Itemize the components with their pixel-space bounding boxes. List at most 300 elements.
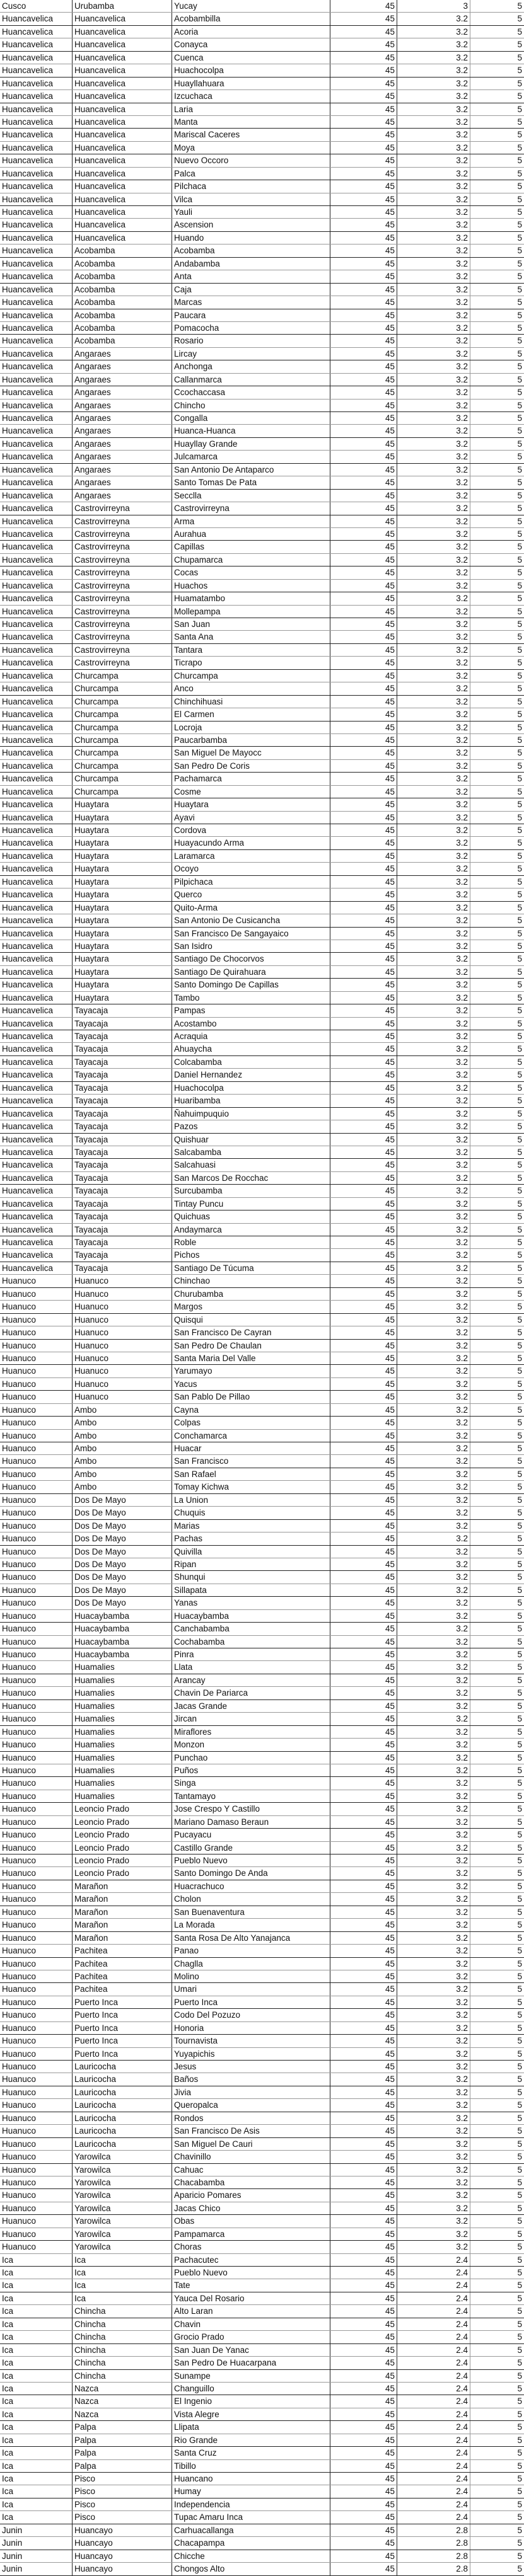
department-cell[interactable]: Huancavelica (0, 812, 73, 824)
value-c-cell[interactable]: 5 (517, 1868, 522, 1878)
value-c-cell[interactable]: 5 (517, 181, 522, 192)
department-cell[interactable]: Huancavelica (0, 1236, 73, 1248)
department-cell[interactable]: Huancavelica (0, 142, 73, 154)
department-cell[interactable]: Huanuco (0, 2061, 73, 2073)
value-b-cell[interactable]: 3.2 (397, 1661, 470, 1673)
department-cell[interactable]: Huancavelica (0, 52, 73, 64)
department-cell[interactable]: Huanuco (0, 1623, 73, 1635)
value-a-cell[interactable]: 45 (330, 64, 397, 76)
value-c-cell[interactable]: 5 (517, 2474, 522, 2483)
value-a-cell[interactable]: 45 (330, 2022, 397, 2034)
value-c-cell[interactable]: 5 (517, 1032, 522, 1041)
department-cell[interactable]: Huancavelica (0, 1146, 73, 1158)
district-cell[interactable]: Chuquis (172, 1507, 330, 1519)
province-cell[interactable]: Huaytara (73, 798, 172, 810)
value-a-cell[interactable]: 45 (330, 2537, 397, 2549)
department-cell[interactable]: Huancavelica (0, 322, 73, 334)
province-cell[interactable]: Huanuco (73, 1314, 172, 1326)
value-b-cell[interactable]: 3.2 (397, 1623, 470, 1635)
province-cell[interactable]: Dos De Mayo (73, 1584, 172, 1596)
district-cell[interactable]: Cayna (172, 1404, 330, 1416)
department-cell[interactable]: Huancavelica (0, 914, 73, 926)
value-a-cell[interactable]: 45 (330, 284, 397, 296)
value-c-cell[interactable]: 5 (517, 52, 522, 62)
value-b-cell[interactable]: 3.2 (397, 219, 470, 231)
value-b-cell[interactable]: 3.2 (397, 953, 470, 965)
province-cell[interactable]: Dos De Mayo (73, 1507, 172, 1519)
value-b-cell[interactable]: 3.2 (397, 631, 470, 643)
value-b-cell[interactable]: 3.2 (397, 348, 470, 360)
department-cell[interactable]: Huanuco (0, 1816, 73, 1828)
district-cell[interactable]: Quito-Arma (172, 902, 330, 914)
province-cell[interactable]: Puerto Inca (73, 2035, 172, 2047)
department-cell[interactable]: Huancavelica (0, 606, 73, 618)
value-c-cell[interactable]: 5 (517, 1, 522, 11)
value-b-cell[interactable]: 2.4 (397, 2511, 470, 2523)
value-a-cell[interactable]: 45 (330, 1803, 397, 1815)
district-cell[interactable]: San Pablo De Pillao (172, 1391, 330, 1403)
value-a-cell[interactable]: 45 (330, 1455, 397, 1467)
value-a-cell[interactable]: 45 (330, 1236, 397, 1248)
province-cell[interactable]: Huaytara (73, 979, 172, 991)
district-cell[interactable]: Anco (172, 682, 330, 694)
value-a-cell[interactable]: 45 (330, 670, 397, 682)
value-c-cell[interactable]: 5 (517, 916, 522, 926)
value-b-cell[interactable]: 3.2 (397, 979, 470, 991)
province-cell[interactable]: Marañon (73, 1880, 172, 1892)
value-b-cell[interactable]: 3.2 (397, 541, 470, 553)
value-b-cell[interactable]: 3.2 (397, 64, 470, 76)
value-b-cell[interactable]: 3.2 (397, 1532, 470, 1544)
province-cell[interactable]: Angaraes (73, 400, 172, 411)
district-cell[interactable]: Congalla (172, 412, 330, 424)
district-cell[interactable]: Chinchao (172, 1275, 330, 1287)
value-b-cell[interactable]: 3.2 (397, 1983, 470, 1995)
value-c-cell[interactable]: 5 (517, 825, 522, 835)
district-cell[interactable]: San Francisco De Cayran (172, 1326, 330, 1338)
value-c-cell[interactable]: 5 (517, 1482, 522, 1492)
province-cell[interactable]: Castrovirreyna (73, 541, 172, 553)
value-b-cell[interactable]: 3.2 (397, 464, 470, 476)
value-c-cell[interactable]: 5 (517, 2371, 522, 2381)
value-a-cell[interactable]: 45 (330, 1134, 397, 1146)
value-a-cell[interactable]: 45 (330, 2125, 397, 2137)
value-a-cell[interactable]: 45 (330, 90, 397, 102)
district-cell[interactable]: San Antonio De Antaparco (172, 464, 330, 476)
value-b-cell[interactable]: 3.2 (397, 1764, 470, 1776)
district-cell[interactable]: Ñahuimpuquio (172, 1108, 330, 1120)
value-a-cell[interactable]: 45 (330, 116, 397, 128)
value-c-cell[interactable]: 5 (517, 1212, 522, 1222)
value-c-cell[interactable]: 5 (517, 258, 522, 268)
district-cell[interactable]: Rondos (172, 2112, 330, 2124)
value-a-cell[interactable]: 45 (330, 1674, 397, 1686)
province-cell[interactable]: Huaytara (73, 812, 172, 824)
district-cell[interactable]: Quivilla (172, 1546, 330, 1558)
value-c-cell[interactable]: 5 (517, 1534, 522, 1544)
department-cell[interactable]: Huancavelica (0, 1043, 73, 1055)
province-cell[interactable]: Yarowilca (73, 2164, 172, 2176)
province-cell[interactable]: Castrovirreyna (73, 554, 172, 566)
district-cell[interactable]: Jircan (172, 1713, 330, 1725)
department-cell[interactable]: Huancavelica (0, 1056, 73, 1068)
value-a-cell[interactable]: 45 (330, 1417, 397, 1429)
value-c-cell[interactable]: 5 (517, 594, 522, 604)
district-cell[interactable]: Pampas (172, 1004, 330, 1016)
province-cell[interactable]: Acobamba (73, 284, 172, 296)
value-b-cell[interactable]: 3.2 (397, 1378, 470, 1390)
department-cell[interactable]: Huanuco (0, 1958, 73, 1970)
value-c-cell[interactable]: 5 (517, 323, 522, 333)
value-c-cell[interactable]: 5 (517, 14, 522, 24)
district-cell[interactable]: Chincho (172, 400, 330, 411)
value-b-cell[interactable]: 3.2 (397, 13, 470, 25)
value-c-cell[interactable]: 5 (517, 310, 522, 320)
department-cell[interactable]: Huancavelica (0, 979, 73, 991)
department-cell[interactable]: Huancavelica (0, 992, 73, 1004)
department-cell[interactable]: Huancavelica (0, 902, 73, 914)
district-cell[interactable]: Tupac Amaru Inca (172, 2511, 330, 2523)
value-b-cell[interactable]: 3.2 (397, 335, 470, 347)
value-a-cell[interactable]: 45 (330, 1996, 397, 2008)
province-cell[interactable]: Castrovirreyna (73, 631, 172, 643)
province-cell[interactable]: Huancavelica (73, 168, 172, 180)
value-c-cell[interactable]: 5 (517, 362, 522, 372)
value-a-cell[interactable]: 45 (330, 1764, 397, 1776)
value-a-cell[interactable]: 45 (330, 400, 397, 411)
department-cell[interactable]: Huancavelica (0, 412, 73, 424)
value-c-cell[interactable]: 5 (517, 348, 522, 359)
value-a-cell[interactable]: 45 (330, 2370, 397, 2382)
province-cell[interactable]: Ica (73, 2279, 172, 2291)
value-a-cell[interactable]: 45 (330, 644, 397, 656)
department-cell[interactable]: Ica (0, 2318, 73, 2330)
value-b-cell[interactable]: 3.2 (397, 1494, 470, 1506)
province-cell[interactable]: Lauricocha (73, 2125, 172, 2137)
province-cell[interactable]: Yarowilca (73, 2241, 172, 2253)
province-cell[interactable]: Tayacaja (73, 1210, 172, 1222)
district-cell[interactable]: Nuevo Occoro (172, 154, 330, 166)
district-cell[interactable]: Queropalca (172, 2099, 330, 2111)
value-c-cell[interactable]: 5 (517, 233, 522, 243)
value-c-cell[interactable]: 5 (517, 1096, 522, 1106)
value-a-cell[interactable]: 45 (330, 580, 397, 592)
department-cell[interactable]: Huanuco (0, 1893, 73, 1905)
value-a-cell[interactable]: 45 (330, 1906, 397, 1918)
value-b-cell[interactable]: 3.2 (397, 1301, 470, 1313)
value-b-cell[interactable]: 3.2 (397, 812, 470, 824)
department-cell[interactable]: Huanuco (0, 2151, 73, 2163)
province-cell[interactable]: Tayacaja (73, 1120, 172, 1132)
value-c-cell[interactable]: 5 (517, 1907, 522, 1917)
value-c-cell[interactable]: 5 (517, 786, 522, 796)
value-a-cell[interactable]: 45 (330, 863, 397, 875)
value-c-cell[interactable]: 5 (517, 168, 522, 178)
department-cell[interactable]: Huancavelica (0, 1069, 73, 1081)
department-cell[interactable]: Huancavelica (0, 244, 73, 256)
value-c-cell[interactable]: 5 (517, 1263, 522, 1273)
district-cell[interactable]: Lircay (172, 348, 330, 360)
department-cell[interactable]: Huanuco (0, 1764, 73, 1776)
district-cell[interactable]: Aurahua (172, 528, 330, 540)
value-b-cell[interactable]: 3.2 (397, 1262, 470, 1274)
value-c-cell[interactable]: 5 (517, 812, 522, 822)
province-cell[interactable]: Huancavelica (73, 13, 172, 25)
value-a-cell[interactable]: 45 (330, 1494, 397, 1506)
province-cell[interactable]: Tayacaja (73, 1018, 172, 1030)
value-c-cell[interactable]: 5 (517, 774, 522, 784)
value-b-cell[interactable]: 3.2 (397, 1803, 470, 1815)
province-cell[interactable]: Huacaybamba (73, 1648, 172, 1660)
department-cell[interactable]: Huancavelica (0, 258, 73, 270)
value-b-cell[interactable]: 2.4 (397, 2292, 470, 2304)
value-b-cell[interactable]: 3.2 (397, 1352, 470, 1364)
value-b-cell[interactable]: 3.2 (397, 1687, 470, 1699)
value-c-cell[interactable]: 5 (517, 658, 522, 668)
value-a-cell[interactable]: 45 (330, 2473, 397, 2485)
value-a-cell[interactable]: 45 (330, 953, 397, 965)
province-cell[interactable]: Chincha (73, 2318, 172, 2330)
province-cell[interactable]: Leoncio Prado (73, 1854, 172, 1866)
province-cell[interactable]: Pisco (73, 2511, 172, 2523)
value-a-cell[interactable]: 45 (330, 747, 397, 759)
value-c-cell[interactable]: 5 (517, 992, 522, 1003)
district-cell[interactable]: Huayllay Grande (172, 438, 330, 450)
province-cell[interactable]: Dos De Mayo (73, 1597, 172, 1609)
value-c-cell[interactable]: 5 (517, 941, 522, 951)
province-cell[interactable]: Huamalies (73, 1752, 172, 1764)
province-cell[interactable]: Huancayo (73, 2537, 172, 2549)
district-cell[interactable]: Ticrapo (172, 657, 330, 669)
value-b-cell[interactable]: 3.2 (397, 232, 470, 244)
province-cell[interactable]: Huamalies (73, 1661, 172, 1673)
value-a-cell[interactable]: 45 (330, 38, 397, 50)
district-cell[interactable]: Acobambilla (172, 13, 330, 25)
value-a-cell[interactable]: 45 (330, 2408, 397, 2420)
value-b-cell[interactable]: 3.2 (397, 103, 470, 115)
province-cell[interactable]: Urubamba (73, 0, 172, 12)
district-cell[interactable]: Jacas Chico (172, 2202, 330, 2214)
value-b-cell[interactable]: 3.2 (397, 592, 470, 604)
value-c-cell[interactable]: 5 (517, 722, 522, 732)
value-b-cell[interactable]: 3.2 (397, 1481, 470, 1493)
department-cell[interactable]: Huanuco (0, 1326, 73, 1338)
department-cell[interactable]: Huanuco (0, 1648, 73, 1660)
value-b-cell[interactable]: 3.2 (397, 78, 470, 89)
value-b-cell[interactable]: 2.4 (397, 2473, 470, 2485)
district-cell[interactable]: Huamatambo (172, 592, 330, 604)
province-cell[interactable]: Marañon (73, 1919, 172, 1931)
value-b-cell[interactable]: 3.2 (397, 451, 470, 463)
value-a-cell[interactable]: 45 (330, 1404, 397, 1416)
district-cell[interactable]: San Juan (172, 618, 330, 630)
province-cell[interactable]: Huamalies (73, 1764, 172, 1776)
district-cell[interactable]: Acostambo (172, 1018, 330, 1030)
value-c-cell[interactable]: 5 (517, 1843, 522, 1853)
department-cell[interactable]: Huanuco (0, 1417, 73, 1429)
value-a-cell[interactable]: 45 (330, 2550, 397, 2562)
value-c-cell[interactable]: 5 (517, 1444, 522, 1453)
value-b-cell[interactable]: 3.2 (397, 682, 470, 694)
value-b-cell[interactable]: 3.2 (397, 1790, 470, 1802)
district-cell[interactable]: Caja (172, 284, 330, 296)
province-cell[interactable]: Yarowilca (73, 2151, 172, 2163)
district-cell[interactable]: Capillas (172, 541, 330, 553)
district-cell[interactable]: Tibillo (172, 2460, 330, 2472)
value-c-cell[interactable]: 5 (517, 1546, 522, 1556)
district-cell[interactable]: Cocas (172, 566, 330, 578)
value-b-cell[interactable]: 2.4 (397, 2357, 470, 2369)
province-cell[interactable]: Leoncio Prado (73, 1803, 172, 1815)
value-c-cell[interactable]: 5 (517, 684, 522, 694)
district-cell[interactable]: Chupamarca (172, 554, 330, 566)
value-a-cell[interactable]: 45 (330, 103, 397, 115)
value-a-cell[interactable]: 45 (330, 1224, 397, 1236)
province-cell[interactable]: Huancavelica (73, 116, 172, 128)
value-c-cell[interactable]: 5 (517, 1508, 522, 1518)
province-cell[interactable]: Huaytara (73, 850, 172, 862)
province-cell[interactable]: Huaytara (73, 902, 172, 914)
department-cell[interactable]: Huanuco (0, 1430, 73, 1442)
province-cell[interactable]: Acobamba (73, 244, 172, 256)
value-c-cell[interactable]: 5 (517, 284, 522, 294)
district-cell[interactable]: Huachos (172, 580, 330, 592)
department-cell[interactable]: Huanuco (0, 1983, 73, 1995)
value-c-cell[interactable]: 5 (517, 1302, 522, 1312)
value-a-cell[interactable]: 45 (330, 1958, 397, 1970)
province-cell[interactable]: Castrovirreyna (73, 618, 172, 630)
province-cell[interactable]: Nazca (73, 2383, 172, 2395)
district-cell[interactable]: Chavinillo (172, 2151, 330, 2163)
value-a-cell[interactable]: 45 (330, 1532, 397, 1544)
department-cell[interactable]: Junin (0, 2537, 73, 2549)
value-a-cell[interactable]: 45 (330, 2254, 397, 2266)
province-cell[interactable]: Ambo (73, 1442, 172, 1454)
value-b-cell[interactable]: 3.2 (397, 657, 470, 669)
department-cell[interactable]: Huancavelica (0, 374, 73, 386)
value-b-cell[interactable]: 3.2 (397, 1842, 470, 1854)
value-a-cell[interactable]: 45 (330, 592, 397, 604)
district-cell[interactable]: Salcahuasi (172, 1159, 330, 1171)
province-cell[interactable]: Tayacaja (73, 1108, 172, 1120)
value-a-cell[interactable]: 45 (330, 1584, 397, 1596)
district-cell[interactable]: Chongos Alto (172, 2563, 330, 2575)
district-cell[interactable]: Mariscal Caceres (172, 129, 330, 141)
value-b-cell[interactable]: 2.4 (397, 2408, 470, 2420)
value-c-cell[interactable]: 5 (517, 580, 522, 590)
value-a-cell[interactable]: 45 (330, 502, 397, 514)
value-c-cell[interactable]: 5 (517, 336, 522, 346)
district-cell[interactable]: Quisqui (172, 1314, 330, 1326)
district-cell[interactable]: San Isidro (172, 940, 330, 952)
department-cell[interactable]: Huanuco (0, 1571, 73, 1583)
value-b-cell[interactable]: 3.2 (397, 1468, 470, 1480)
value-c-cell[interactable]: 5 (517, 1765, 522, 1775)
district-cell[interactable]: Huacaybamba (172, 1610, 330, 1622)
province-cell[interactable]: Tayacaja (73, 1056, 172, 1068)
value-c-cell[interactable]: 5 (517, 877, 522, 887)
department-cell[interactable]: Huanuco (0, 2009, 73, 2021)
value-a-cell[interactable]: 45 (330, 2228, 397, 2240)
province-cell[interactable]: Lauricocha (73, 2086, 172, 2098)
district-cell[interactable]: La Union (172, 1494, 330, 1506)
value-a-cell[interactable]: 45 (330, 812, 397, 824)
value-c-cell[interactable]: 5 (517, 954, 522, 964)
value-a-cell[interactable]: 45 (330, 2383, 397, 2395)
value-c-cell[interactable]: 5 (517, 1611, 522, 1621)
value-c-cell[interactable]: 5 (517, 1405, 522, 1415)
province-cell[interactable]: Angaraes (73, 464, 172, 476)
province-cell[interactable]: Lauricocha (73, 2073, 172, 2085)
value-a-cell[interactable]: 45 (330, 219, 397, 231)
district-cell[interactable]: Huaytara (172, 798, 330, 810)
district-cell[interactable]: San Miguel De Cauri (172, 2138, 330, 2150)
value-c-cell[interactable]: 5 (517, 1418, 522, 1428)
department-cell[interactable]: Huancavelica (0, 734, 73, 746)
district-cell[interactable]: Andabamba (172, 258, 330, 270)
value-c-cell[interactable]: 5 (517, 156, 522, 166)
province-cell[interactable]: Angaraes (73, 360, 172, 372)
value-a-cell[interactable]: 45 (330, 992, 397, 1004)
value-c-cell[interactable]: 5 (517, 1997, 522, 2007)
value-b-cell[interactable]: 3.2 (397, 1945, 470, 1957)
department-cell[interactable]: Huancavelica (0, 541, 73, 553)
value-b-cell[interactable]: 3.2 (397, 2099, 470, 2111)
province-cell[interactable]: Puerto Inca (73, 2009, 172, 2021)
value-a-cell[interactable]: 45 (330, 798, 397, 810)
value-a-cell[interactable]: 45 (330, 606, 397, 618)
department-cell[interactable]: Huanuco (0, 2125, 73, 2137)
department-cell[interactable]: Ica (0, 2305, 73, 2317)
value-c-cell[interactable]: 5 (517, 1521, 522, 1531)
department-cell[interactable]: Ica (0, 2279, 73, 2291)
value-b-cell[interactable]: 3.2 (397, 180, 470, 192)
district-cell[interactable]: Yacus (172, 1378, 330, 1390)
value-b-cell[interactable]: 3.2 (397, 606, 470, 618)
value-b-cell[interactable]: 3.2 (397, 1185, 470, 1197)
department-cell[interactable]: Huanuco (0, 1970, 73, 1982)
province-cell[interactable]: Palpa (73, 2421, 172, 2433)
department-cell[interactable]: Huancavelica (0, 1198, 73, 1210)
value-c-cell[interactable]: 5 (517, 1224, 522, 1234)
department-cell[interactable]: Huancavelica (0, 1120, 73, 1132)
province-cell[interactable]: Tayacaja (73, 1146, 172, 1158)
value-a-cell[interactable]: 45 (330, 1120, 397, 1132)
district-cell[interactable]: Palca (172, 168, 330, 180)
district-cell[interactable]: Laramarca (172, 850, 330, 862)
district-cell[interactable]: Honoria (172, 2022, 330, 2034)
province-cell[interactable]: Ambo (73, 1468, 172, 1480)
value-c-cell[interactable]: 5 (517, 490, 522, 500)
value-b-cell[interactable]: 3.2 (397, 206, 470, 218)
value-b-cell[interactable]: 3.2 (397, 1004, 470, 1016)
district-cell[interactable]: San Pedro De Coris (172, 760, 330, 772)
department-cell[interactable]: Huanuco (0, 1687, 73, 1699)
value-a-cell[interactable]: 45 (330, 1610, 397, 1622)
value-b-cell[interactable]: 3.2 (397, 1210, 470, 1222)
value-b-cell[interactable]: 2.8 (397, 2550, 470, 2562)
value-b-cell[interactable]: 3.2 (397, 644, 470, 656)
value-a-cell[interactable]: 45 (330, 1558, 397, 1570)
province-cell[interactable]: Acobamba (73, 270, 172, 282)
value-c-cell[interactable]: 5 (517, 851, 522, 861)
value-c-cell[interactable]: 5 (517, 890, 522, 900)
value-b-cell[interactable]: 3.2 (397, 1159, 470, 1171)
value-a-cell[interactable]: 45 (330, 2112, 397, 2124)
district-cell[interactable]: Castrovirreyna (172, 502, 330, 514)
department-cell[interactable]: Huancavelica (0, 644, 73, 656)
province-cell[interactable]: Ambo (73, 1404, 172, 1416)
